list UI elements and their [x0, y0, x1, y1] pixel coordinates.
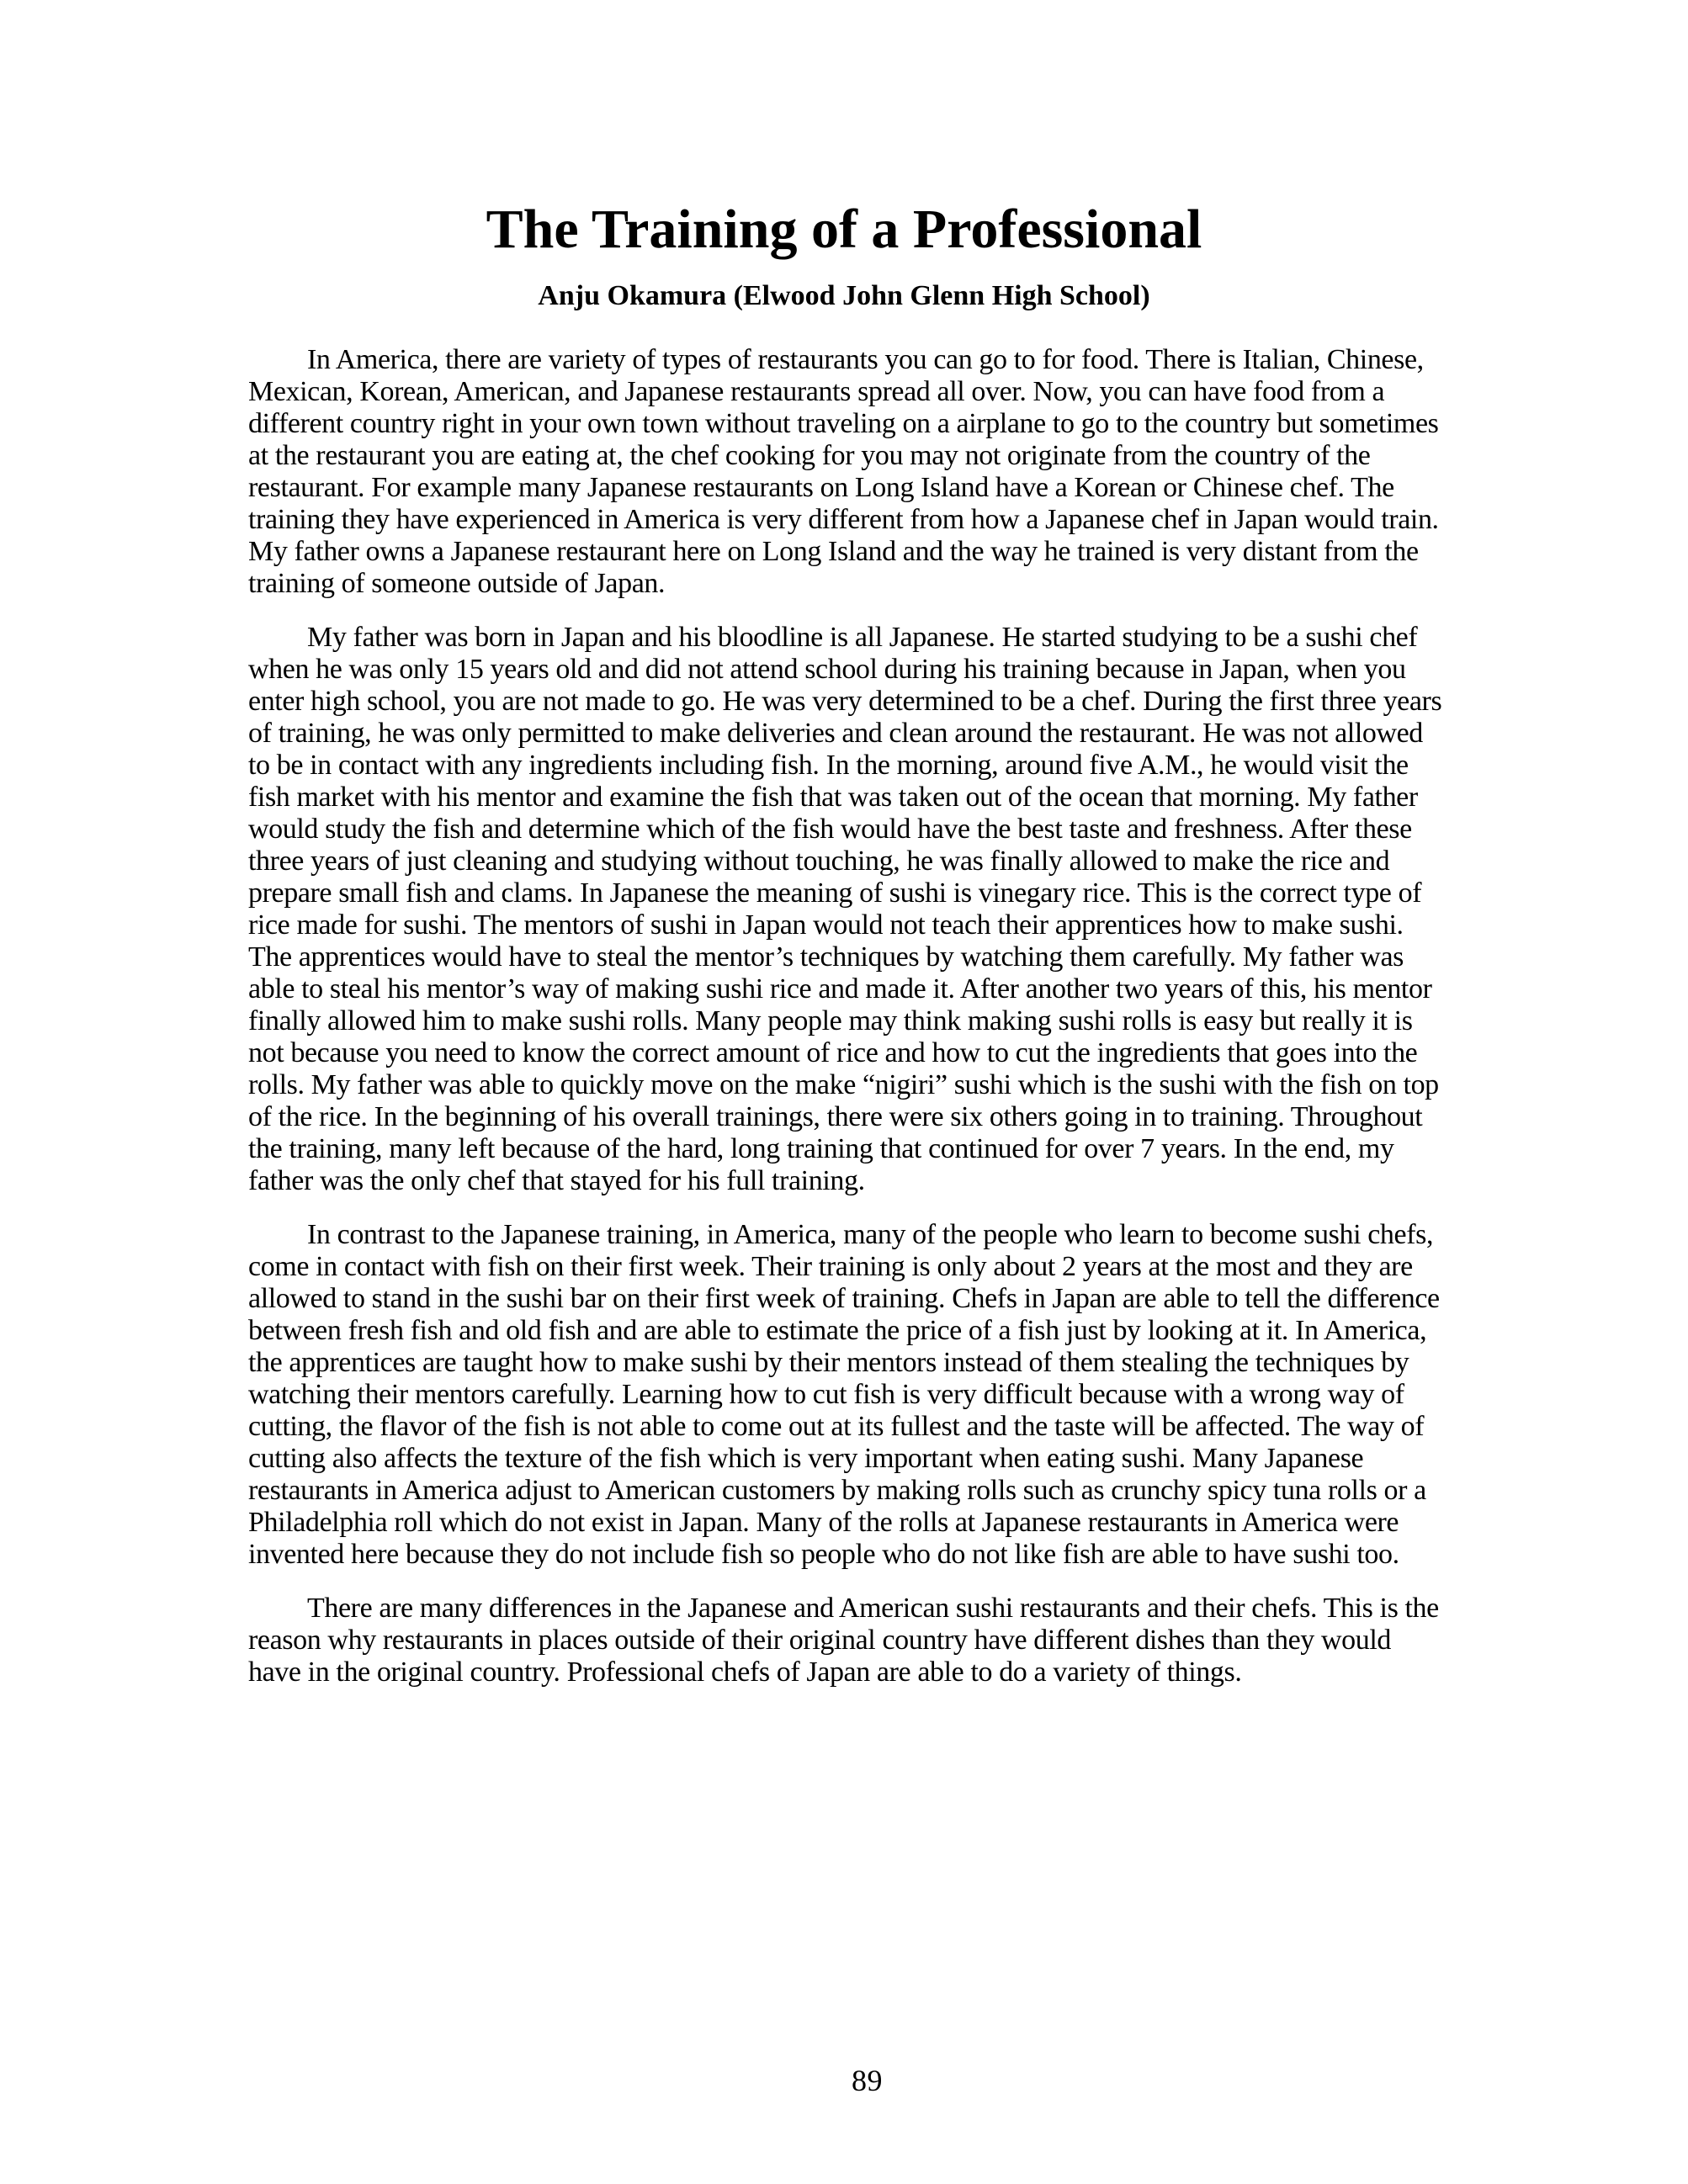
- essay-paragraph: There are many differences in the Japanese and American sushi restaurants and their chefs. This is the reason why restaurants in places outside of their original country have different dishes than they would have in the original country. Professional chefs of Japan are able to do a variety of things.: [248, 1592, 1439, 1688]
- essay-paragraph: In America, there are variety of types of restaurants you can go to for food. There is Italian, Chinese, Mexican, Korean, American, and Japanese restaurants spread all over. Now, you can have food from a different country right in your own town without traveling on a airplane to go to the country but sometimes at the restaurant you are eating at, the chef cooking for you may not originate from the country of the restaurant. For example many Japanese restaurants on Long Island have a Korean or Chinese chef. The training they have experienced in America is very different from how a Japanese chef in Japan would train. My father owns a Japanese restaurant here on Long Island and the way he trained is very distant from the training of someone outside of Japan.: [248, 343, 1439, 599]
- essay-paragraph: In contrast to the Japanese training, in America, many of the people who learn to become sushi chefs, come in contact with fish on their first week. Their training is only about 2 years at the most and they are allowed to stand in the sushi bar on their first week of training. Chefs in Japan are able to tell the difference between fresh fish and old fish and are able to estimate the price of a fish just by looking at it. In America, the apprentices are taught how to make sushi by their mentors instead of them stealing the techniques by watching their mentors carefully. Learning how to cut fish is very difficult because with a wrong way of cutting, the flavor of the fish is not able to come out at its fullest and the taste will be affected. The way of cutting also affects the texture of the fish which is very important when eating sushi. Many Japanese restaurants in America adjust to American customers by making rolls such as crunchy spicy tuna rolls or a Philadelphia roll which do not exist in Japan. Many of the rolls at Japanese restaurants in America were invented here because they do not include fish so people who do not like fish are able to have sushi too.: [248, 1218, 1440, 1570]
- byline: Anju Okamura (Elwood John Glenn High School): [538, 280, 1150, 312]
- page-title: The Training of a Professional: [486, 199, 1202, 260]
- page-number: 89: [852, 2064, 883, 2097]
- essay-body: [248, 344, 1440, 1688]
- essay-paragraph: My father was born in Japan and his bloodline is all Japanese. He started studying to be a sushi chef when he was only 15 years old and did not attend school during his training because in Japan, when you enter high school, you are not made to go. He was very determined to be a chef. During the first three years of training, he was only permitted to make deliveries and clean around the restaurant. He was not allowed to be in contact with any ingredients including fish. In the morning, around five A.M., he would visit the fish market with his mentor and examine the fish that was taken out of the ocean that morning. My father would study the fish and determine which of the fish would have the best taste and freshness. After these three years of just cleaning and studying without touching, he was finally allowed to make the rice and prepare small fish and clams. In Japanese the meaning of sushi is vinegary rice. This is the correct type of rice made for sushi. The mentors of sushi in Japan would not teach their apprentices how to make sushi. The apprentices would have to steal the mentor’s techniques by watching them carefully. My father was able to steal his mentor’s way of making sushi rice and made it. After another two years of this, his mentor finally allowed him to make sushi rolls. Many people may think making sushi rolls is easy but really it is not because you need to know the correct amount of rice and how to cut the ingredients that goes into the rolls. My father was able to quickly move on the make “nigiri” sushi which is the sushi with the fish on top of the rice. In the beginning of his overall trainings, there were six others going in to training. Throughout the training, many left because of the hard, long training that continued for over 7 years. In the end, my father was the only chef that stayed for his full training.: [248, 621, 1442, 1196]
